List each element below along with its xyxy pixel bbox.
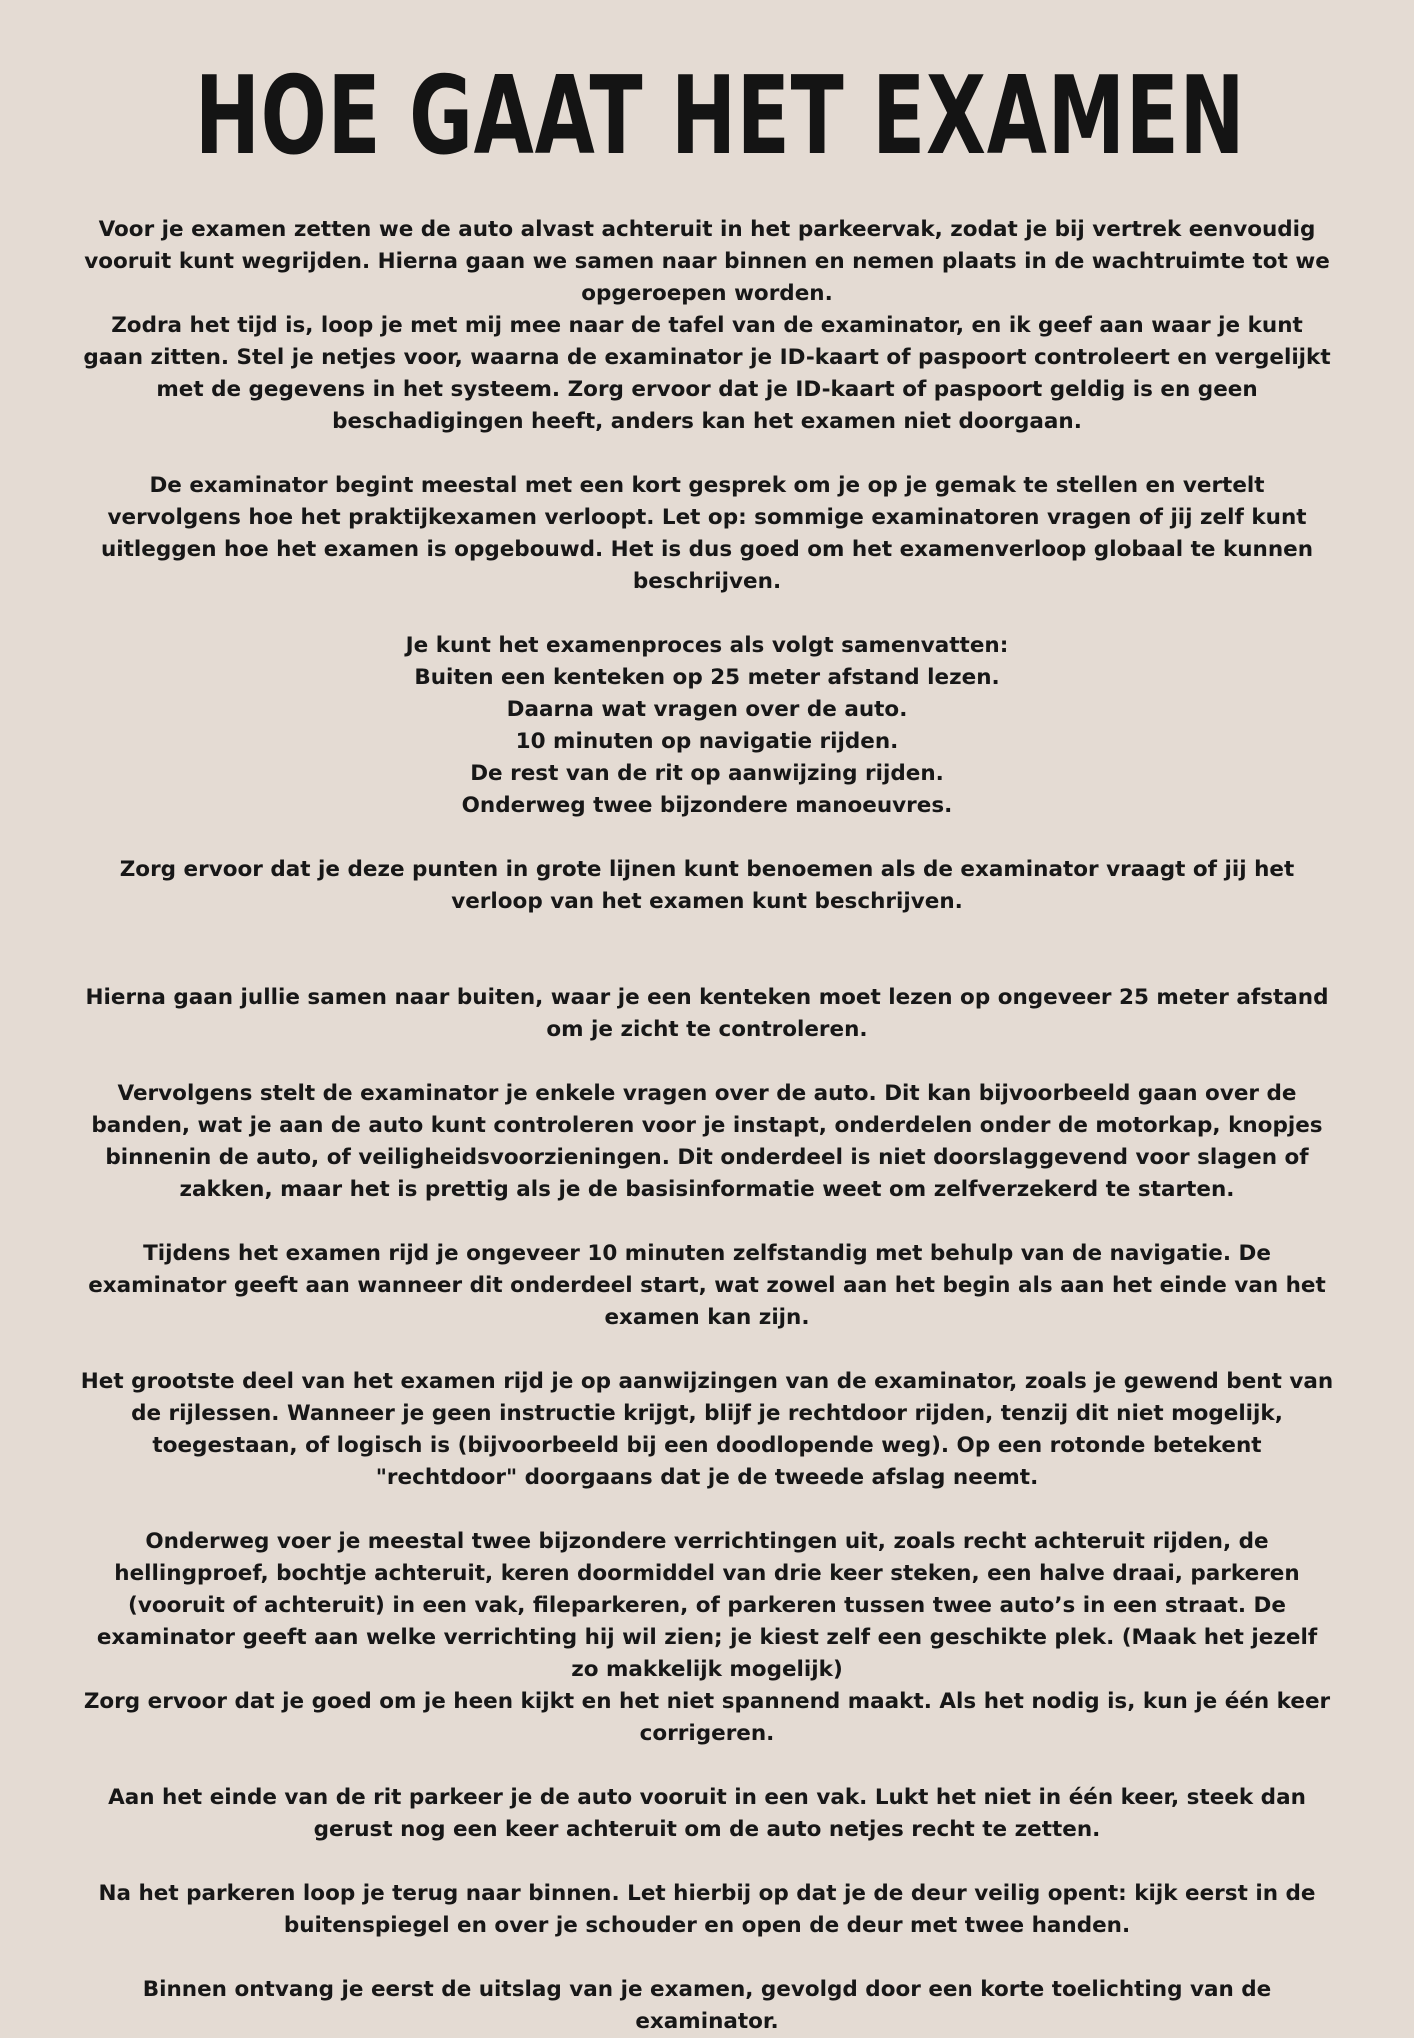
paragraph-door: Na het parkeren loop je terug naar binnen. Let hierbij op dat je de deur veilig opent: kijk eerst in de buitenspiegel en over je schouder en open de deur met twee handen. xyxy=(98,1881,1316,1938)
summary-item: Onderweg twee bijzondere manoeuvres. xyxy=(461,793,953,818)
paragraph-navigation: Tijdens het examen rijd je ongeveer 10 minuten zelfstandig met behulp van de navigatie. De examinator geeft aan wanneer dit onderdeel start, wat zowel aan het begin als aan het einde van het examen kan zijn. xyxy=(88,1241,1326,1330)
paragraph-directions: Het grootste deel van het examen rijd je op aanwijzingen van de examinator, zoals je gewend bent van de rijlessen. Wanneer je geen instructie krijgt, blijf je rechtdoor rijden, tenzij dit niet mogelijk, toegestaan, of logisch is (bijvoorbeeld bij een doodlopende weg). Op een rotonde betekent "rechtdoor" doorgaans dat je de tweede afslag neemt. xyxy=(80,1369,1334,1490)
paragraph-arrival: Voor je examen zetten we de auto alvast achteruit in het parkeervak, zodat je bij vertrek eenvoudig vooruit kunt wegrijden. Hierna gaan we samen naar binnen en nemen plaats in de wachtruimte tot we opgeroepen worden. xyxy=(84,217,1330,306)
document-body xyxy=(80,214,1334,2038)
paragraph-manoeuvres: Onderweg voer je meestal twee bijzondere verrichtingen uit, zoals recht achteruit rijden, de hellingproef, bochtje achteruit, keren doormiddel van drie keer steken, een halve draai, parkeren (vooruit of achteruit) in een vak, fileparkeren, of parkeren tussen twee auto’s in een straat. De examinator geeft aan welke verrichting hij wil zien; je kiest zelf een geschikte plek. (Maak het jezelf zo makkelijk mogelijk) xyxy=(96,1529,1318,1682)
paragraph-summary-tip: Zorg ervoor dat je deze punten in grote lijnen kunt benoemen als de examinator vraagt of jij het verloop van het examen kunt beschrijven. xyxy=(119,857,1295,914)
paragraph-parking: Aan het einde van de rit parkeer je de auto vooruit in een vak. Lukt het niet in één keer, steek dan gerust nog een keer achteruit om de auto netjes recht te zetten. xyxy=(108,1785,1306,1842)
paragraph-intro-conversation: De examinator begint meestal met een kort gesprek om je op je gemak te stellen en vertelt vervolgens hoe het praktijkexamen verloopt. Let op: sommige examinatoren vragen of jij zelf kunt uitleggen hoe het examen is opgebouwd. Het is dus goed om het examenverloop globaal te kunnen beschrijven. xyxy=(100,473,1314,594)
summary-heading: Je kunt het examenproces als volgt samenvatten: xyxy=(405,633,1009,658)
summary-item: Daarna wat vragen over de auto. xyxy=(506,697,908,722)
summary-item: Buiten een kenteken op 25 meter afstand lezen. xyxy=(414,665,1000,690)
paragraph-result: Binnen ontvang je eerst de uitslag van je examen, gevolgd door een korte toelichting van de examinator. xyxy=(142,1977,1272,2034)
paragraph-car-questions: Vervolgens stelt de examinator je enkele vragen over de auto. Dit kan bijvoorbeeld gaan over de banden, wat je aan de auto kunt controleren voor je instapt, onderdelen onder de motorkap, knopjes binnenin de auto, of veiligheidsvoorzieningen. Dit onderdeel is niet doorslaggevend voor slagen of zakken, maar het is prettig als je de basisinformatie weet om zelfverzekerd te starten. xyxy=(91,1081,1323,1202)
paragraph-license-plate: Hierna gaan jullie samen naar buiten, waar je een kenteken moet lezen op ongeveer 25 meter afstand om je zicht te controleren. xyxy=(85,985,1329,1042)
summary-item: De rest van de rit op aanwijzing rijden. xyxy=(470,761,944,786)
page-title: HOE GAAT HET EXAMEN xyxy=(194,54,1246,179)
summary-item: 10 minuten op navigatie rijden. xyxy=(515,729,899,754)
paragraph-id-check: Zodra het tijd is, loop je met mij mee naar de tafel van de examinator, en ik geef aan waar je kunt gaan zitten. Stel je netjes voor, waarna de examinator je ID-kaart of paspoort controleert en vergelijkt met de gegevens in het systeem. Zorg ervoor dat je ID-kaart of paspoort geldig is en geen beschadigingen heeft, anders kan het examen niet doorgaan. xyxy=(83,313,1331,434)
paragraph-manoeuvres-tip: Zorg ervoor dat je goed om je heen kijkt en het niet spannend maakt. Als het nodig is, kun je één keer corrigeren. xyxy=(83,1689,1331,1746)
